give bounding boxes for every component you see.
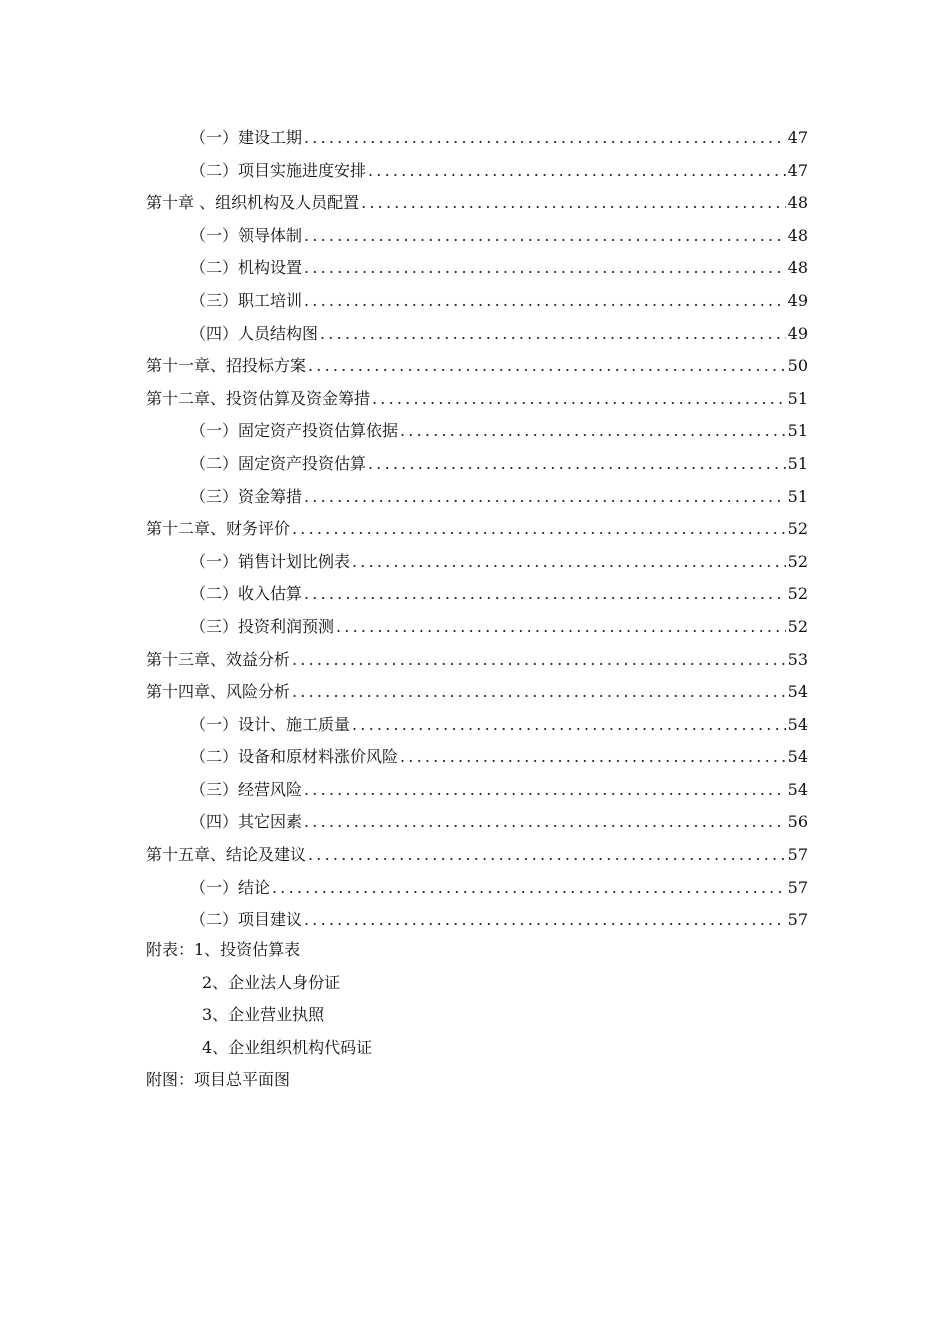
appendix-item: 2、企业法人身份证 <box>202 972 341 992</box>
toc-entry-label: （一）领导体制 <box>190 225 303 245</box>
toc-section-row[interactable] <box>146 578 808 611</box>
appendix-list <box>146 934 808 1097</box>
toc-entry-label: 第十二章、投资估算及资金筹措 <box>146 388 371 408</box>
toc-entry-label: （二）项目实施进度安排 <box>190 160 367 180</box>
toc-entry-label: （四）人员结构图 <box>190 323 319 343</box>
appendix-tables-line: 附表：1、投资估算表 <box>146 940 301 959</box>
toc-section-row[interactable] <box>146 904 808 937</box>
toc-dot-leader <box>292 513 786 546</box>
toc-page-number: 51 <box>787 388 808 408</box>
toc-section-row[interactable] <box>146 155 808 188</box>
toc-page-number: 54 <box>787 682 808 702</box>
toc-page-number: 54 <box>787 714 808 734</box>
toc-page-number: 57 <box>787 845 808 865</box>
toc-page-number: 50 <box>787 356 808 376</box>
toc-page-number: 48 <box>787 258 808 278</box>
toc-dot-leader <box>304 904 786 937</box>
toc-page-number: 49 <box>787 290 808 310</box>
toc-dot-leader <box>304 481 786 514</box>
toc-dot-leader <box>352 546 786 579</box>
toc-dot-leader <box>304 122 786 155</box>
toc-page-number: 57 <box>787 910 808 930</box>
toc-chapter-row[interactable] <box>146 839 808 872</box>
toc-chapter-row[interactable] <box>146 383 808 416</box>
toc-entry-label: （一）建设工期 <box>190 128 303 147</box>
toc-page-number: 54 <box>787 779 808 799</box>
toc-dot-leader <box>308 350 786 383</box>
toc-entry-label: （一）设计、施工质量 <box>190 714 351 734</box>
toc-dot-leader <box>368 155 786 188</box>
toc-entry-label: （三）经营风险 <box>190 779 303 799</box>
toc-entry-label: 第十一章、招投标方案 <box>146 356 307 376</box>
toc-section-row[interactable] <box>146 872 808 905</box>
toc-entry-label: （三）职工培训 <box>190 290 303 310</box>
toc-page-number: 48 <box>787 193 808 213</box>
toc-page-number: 52 <box>787 519 808 539</box>
toc-dot-leader <box>304 774 786 807</box>
toc-entry-label: 第十五章、结论及建议 <box>146 845 307 865</box>
toc-dot-leader <box>272 872 786 905</box>
toc-section-row[interactable] <box>146 611 808 644</box>
toc-chapter-row[interactable] <box>146 644 808 677</box>
toc-entry-label: 第十二章、财务评价 <box>146 519 291 539</box>
toc-page-number: 54 <box>787 747 808 767</box>
toc-section-row[interactable] <box>146 448 808 481</box>
toc-page-number: 57 <box>787 877 808 897</box>
toc-dot-leader <box>400 415 786 448</box>
toc-page-number: 51 <box>787 486 808 506</box>
toc-entry-label: （三）投资利润预测 <box>190 616 335 636</box>
toc-chapter-row[interactable] <box>146 350 808 383</box>
toc-section-row[interactable] <box>146 220 808 253</box>
toc-page-number: 51 <box>787 453 808 473</box>
toc-page-number: 49 <box>787 323 808 343</box>
toc-entry-label: （二）固定资产投资估算 <box>190 453 367 473</box>
toc-dot-leader <box>308 839 786 872</box>
toc-section-row[interactable] <box>146 546 808 579</box>
toc-page-number: 48 <box>787 225 808 245</box>
toc-entry-label: （二）项目建议 <box>190 910 303 930</box>
toc-dot-leader <box>292 676 786 709</box>
toc-page-number: 47 <box>787 160 808 180</box>
toc-entry-label: 第十三章、效益分析 <box>146 649 291 669</box>
toc-section-row[interactable] <box>146 415 808 448</box>
toc-page-number: 51 <box>787 421 808 441</box>
toc-dot-leader <box>361 187 786 220</box>
toc-entry-label: （一）销售计划比例表 <box>190 551 351 571</box>
toc-section-row[interactable] <box>146 806 808 839</box>
toc-chapter-row[interactable] <box>146 187 808 220</box>
toc-section-row[interactable] <box>146 318 808 351</box>
appendix-item: 4、企业组织机构代码证 <box>202 1037 373 1057</box>
toc-page-number: 56 <box>787 812 808 832</box>
toc-entry-label: （一）固定资产投资估算依据 <box>190 421 399 441</box>
toc-entry-label: 第十章 、组织机构及人员配置 <box>146 193 360 213</box>
toc-entry-label: （二）机构设置 <box>190 258 303 278</box>
toc-page-number: 53 <box>787 649 808 669</box>
toc-chapter-row[interactable] <box>146 676 808 709</box>
toc-dot-leader <box>320 318 786 351</box>
toc-section-row[interactable] <box>146 285 808 318</box>
table-of-contents <box>146 122 808 937</box>
toc-page-number: 52 <box>787 616 808 636</box>
toc-entry-label: （四）其它因素 <box>190 812 303 832</box>
toc-dot-leader <box>304 806 786 839</box>
toc-dot-leader <box>336 611 786 644</box>
toc-section-row[interactable] <box>146 122 808 155</box>
toc-section-row[interactable] <box>146 481 808 514</box>
toc-page-number: 52 <box>787 584 808 604</box>
toc-entry-label: （二）收入估算 <box>190 584 303 604</box>
toc-dot-leader <box>292 644 786 677</box>
toc-dot-leader <box>368 448 786 481</box>
toc-chapter-row[interactable] <box>146 513 808 546</box>
toc-section-row[interactable] <box>146 741 808 774</box>
toc-dot-leader <box>352 709 786 742</box>
toc-dot-leader <box>304 252 786 285</box>
toc-entry-label: （三）资金筹措 <box>190 486 303 506</box>
toc-dot-leader <box>372 383 786 416</box>
toc-entry-label: 第十四章、风险分析 <box>146 682 291 702</box>
toc-section-row[interactable] <box>146 774 808 807</box>
appendix-item: 3、企业营业执照 <box>202 1005 325 1025</box>
toc-page-number: 52 <box>787 551 808 571</box>
toc-entry-label: （二）设备和原材料涨价风险 <box>190 747 399 767</box>
toc-dot-leader <box>304 578 786 611</box>
toc-page-number: 47 <box>787 128 808 147</box>
toc-entry-label: （一）结论 <box>190 877 271 897</box>
toc-section-row[interactable] <box>146 252 808 285</box>
appendix-figure-line: 附图：项目总平面图 <box>146 1070 291 1090</box>
toc-section-row[interactable] <box>146 709 808 742</box>
toc-dot-leader <box>400 741 786 774</box>
toc-dot-leader <box>304 285 786 318</box>
toc-dot-leader <box>304 220 786 253</box>
